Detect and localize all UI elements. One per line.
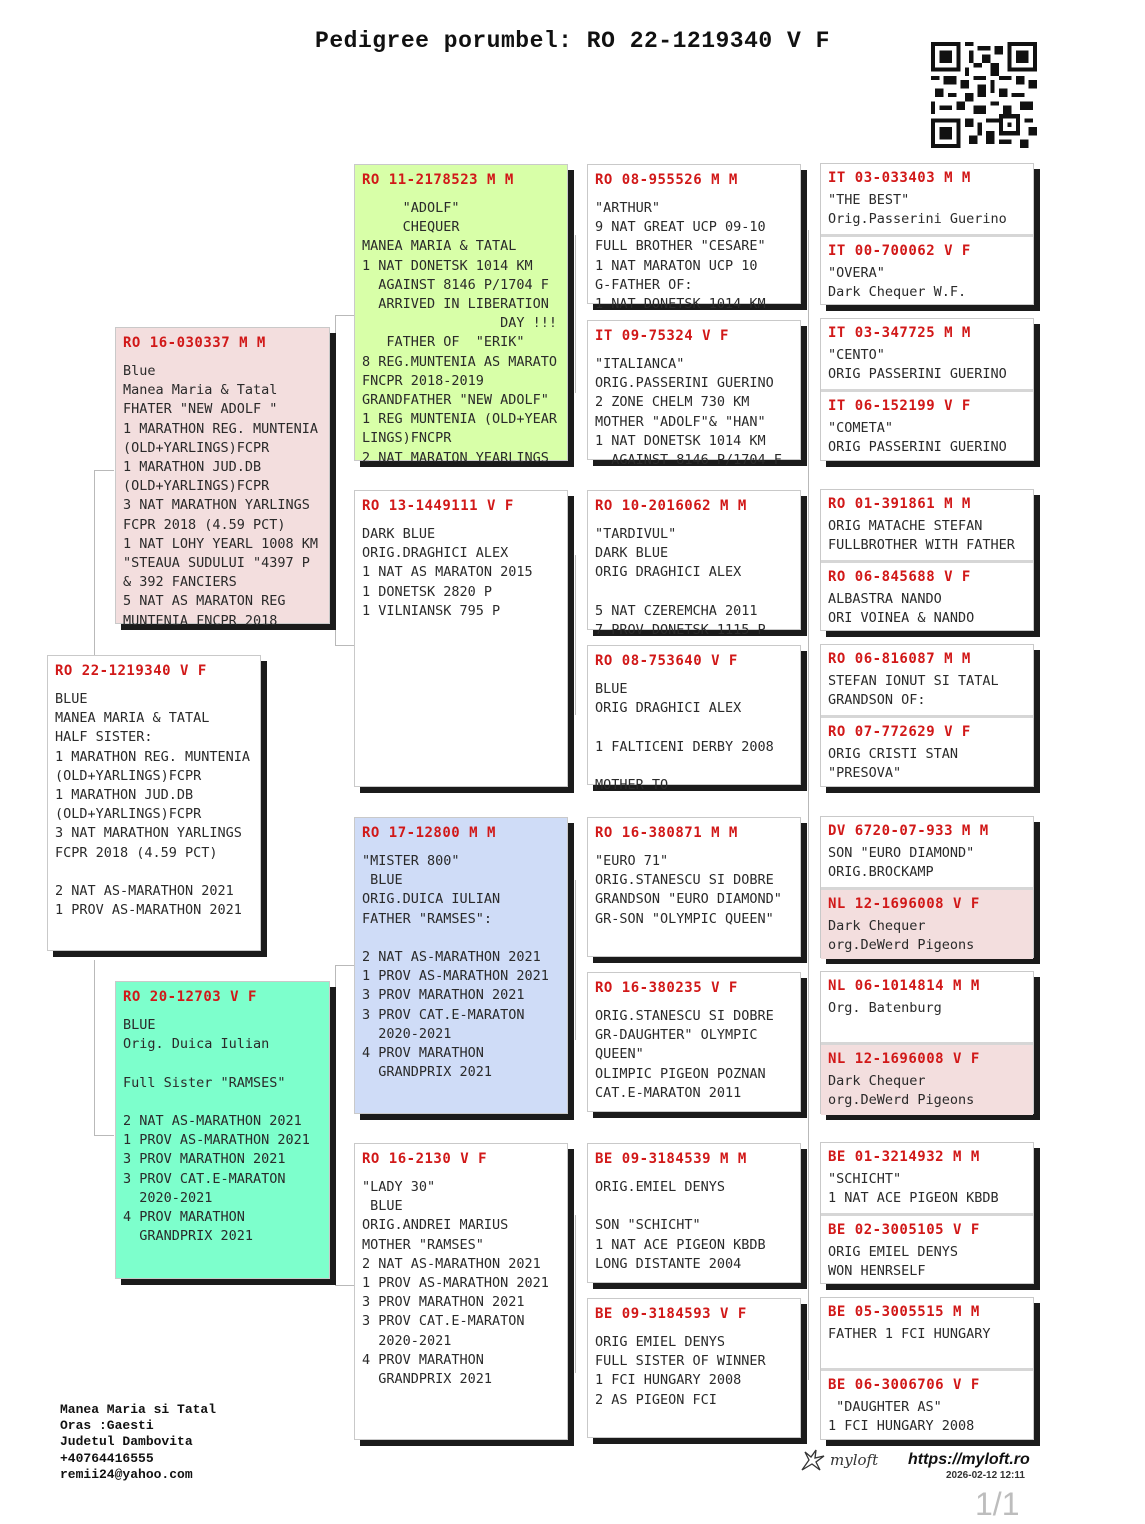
ring-number: BE 01-3214932 M M — [828, 1149, 980, 1165]
connector-line — [808, 230, 809, 1380]
pigeon-description: Dark Chequer org.DeWerd Pigeons — [828, 918, 975, 954]
pigeon-card-great-grandparent — [587, 645, 801, 794]
pigeon-description: DARK BLUE ORIG.DRAGHICI ALEX 1 NAT AS MARATON 2015 1 DONETSK 2820 P 1 VILNIANSK 795 P — [362, 526, 533, 619]
connector-line — [335, 315, 336, 645]
ring-number: BE 05-3005515 M M — [828, 1304, 980, 1320]
logo-text: myloft — [830, 1451, 879, 1469]
pigeon-pair-card — [820, 816, 1034, 958]
pigeon-card-granddam — [354, 490, 568, 787]
ring-number: IT 09-75324 V F — [595, 328, 729, 344]
ring-number: IT 00-700062 V F — [828, 243, 971, 259]
pigeon-description: FATHER 1 FCI HUNGARY — [828, 1326, 991, 1342]
pigeon-pair-card — [820, 318, 1034, 461]
pigeon-description: STEFAN IONUT SI TATAL GRANDSON OF: — [828, 673, 999, 709]
owner-email[interactable]: remii24@yahoo.com — [60, 1466, 193, 1482]
pigeon-description: "DAUGHTER AS" 1 FCI HUNGARY 2008 — [828, 1399, 975, 1435]
pigeon-description: Org. Batenburg — [828, 1000, 942, 1016]
pigeon-description: Dark Chequer org.DeWerd Pigeons — [828, 1073, 975, 1109]
ring-number: BE 09-3184593 V F — [595, 1306, 747, 1322]
pigeon-card-grandsire — [354, 164, 568, 466]
ring-number: RO 13-1449111 V F — [362, 498, 514, 514]
ring-number: RO 17-12800 M M — [362, 825, 496, 841]
pigeon-description: ORIG EMIEL DENYS FULL SISTER OF WINNER 1 FCI HUNGARY 2008 2 AS PIGEON FCI — [595, 1334, 766, 1408]
pigeon-description: ALBASTRA NANDO ORI VOINEA & NANDO — [828, 591, 975, 627]
ring-number: RO 06-816087 M M — [828, 651, 971, 667]
ring-number: NL 12-1696008 V F — [828, 896, 980, 912]
owner-name: Manea Maria si Tatal — [60, 1402, 217, 1417]
pigeon-pair-card — [820, 1297, 1034, 1440]
pigeon-pair-card — [820, 971, 1034, 1114]
pigeon-card-main — [47, 655, 261, 951]
owner-county: Judetul Dambovita — [60, 1434, 193, 1450]
page-title: Pedigree porumbel: RO 22-1219340 V F — [315, 28, 830, 54]
pigeon-description: "OVERA" Dark Chequer W.F. — [828, 265, 967, 301]
pigeon-description: "THE BEST" Orig.Passerini Guerino — [828, 192, 1007, 228]
print-timestamp: 2026-02-12 12:11 — [946, 1470, 1025, 1481]
pigeon-description: "LADY 30" BLUE ORIG.ANDREI MARIUS MOTHER "RAMSES" 2 NAT AS-MARATHON 2021 1 PROV AS-MARATHON 2021 3 PROV MARATHON 2021 3 PROV CAT.E-MARATON 2020-2021 4 PROV MARATHON GRANDPRIX 2021 — [362, 1179, 549, 1388]
ring-number: BE 06-3006706 V F — [828, 1377, 980, 1393]
pigeon-description: ORIG.EMIEL DENYS SON "SCHICHT" 1 NAT ACE PIGEON KBDB LONG DISTANTE 2004 — [595, 1179, 766, 1272]
connector-line — [335, 965, 336, 1285]
ring-number: RO 16-380235 V F — [595, 980, 738, 996]
pigeon-description: "ARTHUR" 9 NAT GREAT UCP 09-10 FULL BROTHER "CESARE" 1 NAT MARATON UCP 10 G-FATHER OF: 1 NAT DONETSK 1014 KM — [595, 200, 766, 313]
ring-number: RO 20-12703 V F — [123, 989, 257, 1005]
ring-number: RO 16-2130 V F — [362, 1151, 488, 1167]
connector-line — [94, 960, 95, 1135]
pigeon-description: "MISTER 800" BLUE ORIG.DUICA IULIAN FATHER "RAMSES": 2 NAT AS-MARATHON 2021 1 PROV AS-MARATHON 2021 3 PROV MARATHON 2021 3 PROV CAT.E-MARATON 2020-2021 4 PROV MARATHON GRANDPRIX 2021 — [362, 853, 549, 1081]
pigeon-description: "COMETA" ORIG PASSERINI GUERINO — [828, 420, 1007, 456]
owner-city: Oras :Gaesti — [60, 1418, 154, 1434]
pigeon-description: "EURO 71" ORIG.STANESCU SI DOBRE GRANDSON "EURO DIAMOND" GR-SON "OLYMPIC QUEEN" — [595, 853, 782, 927]
pigeon-card-great-grandparent — [587, 1298, 801, 1438]
ring-number: BE 02-3005105 V F — [828, 1222, 980, 1238]
ring-number: RO 16-380871 M M — [595, 825, 738, 841]
pigeon-description: BLUE MANEA MARIA & TATAL HALF SISTER: 1 MARATHON REG. MUNTENIA (OLD+YARLINGS)FCPR 1 MARATHON JUD.DB (OLD+YARLINGS)FCPR 3 NAT MARATHON YARLINGS FCPR 2018 (4.59 PCT) 2 NAT AS-MARATHON 2021 1 PROV AS-MARATHON 2021 — [55, 691, 251, 919]
pigeon-description: ORIG.STANESCU SI DOBRE GR-DAUGHTER" OLYMPIC QUEEN" OLIMPIC PIGEON POZNAN CAT.E-MARATON 2011 — [595, 1008, 774, 1101]
pigeon-pair-card — [820, 1142, 1034, 1284]
connector-line — [94, 470, 114, 471]
pigeon-description: Blue Manea Maria & Tatal FHATER "NEW ADOLF " 1 MARATHON REG. MUNTENIA (OLD+YARLINGS)FCPR 1 MARATHON JUD.DB (OLD+YARLINGS)FCPR 3 NAT MARATHON YARLINGS FCPR 2018 (4.59 PCT) 1 NAT LOHY YEARL 1008 KM "STEAUA SUDULUI "4397 P & 392 FANCIERS 5 NAT AS MARATON REG MUNTENIA FNCPR 2018 — [123, 363, 319, 629]
ring-number: IT 06-152199 V F — [828, 398, 971, 414]
pigeon-description: SON "EURO DIAMOND" ORIG.BROCKAMP — [828, 845, 975, 881]
ring-number: RO 08-753640 V F — [595, 653, 738, 669]
pigeon-description: BLUE ORIG DRAGHICI ALEX 1 FALTICENI DERBY 2008 MOTHER TO — [595, 681, 774, 794]
pigeon-description: "ADOLF" CHEQUER MANEA MARIA & TATAL 1 NAT DONETSK 1014 KM AGAINST 8146 P/1704 F ARRIVED IN LIBERATION DAY !!! FATHER OF "ERIK" 8 REG.MUNTENIA AS MARATO FNCPR 2018-2019 GRANDFATHER "NEW ADOLF" 1 REG MUNTENIA (OLD+YEAR LINGS)FNCPR 2 NAT MARATON YEARLINGS — [362, 200, 558, 466]
pigeon-card-great-grandparent — [587, 972, 801, 1112]
pigeon-card-great-grandparent — [587, 164, 801, 313]
owner-phone: +40764416555 — [60, 1450, 154, 1466]
site-link[interactable]: https://myloft.ro — [908, 1451, 1030, 1468]
pigeon-card-sire — [115, 327, 330, 629]
pigeon-card-granddam — [354, 1143, 568, 1440]
ring-number: NL 12-1696008 V F — [828, 1051, 980, 1067]
pigeon-pair-card — [820, 644, 1034, 787]
connector-line — [335, 645, 354, 646]
ring-number: RO 16-030337 M M — [123, 335, 266, 351]
pigeon-card-grandsire — [354, 817, 568, 1114]
ring-number: RO 08-955526 M M — [595, 172, 738, 188]
pigeon-pair-card — [820, 163, 1034, 305]
qr-code-icon — [931, 42, 1037, 148]
page-number: 1/1 — [975, 1486, 1020, 1522]
connector-line — [94, 1135, 114, 1136]
pigeon-logo-icon — [800, 1448, 826, 1472]
connector-line — [575, 880, 576, 1040]
pigeon-card-great-grandparent — [587, 1143, 801, 1283]
connector-line — [575, 555, 576, 715]
ring-number: RO 07-772629 V F — [828, 724, 971, 740]
owner-contact — [60, 1402, 216, 1483]
connector-line — [575, 235, 576, 393]
pigeon-pair-card — [820, 489, 1034, 631]
pigeon-description: ORIG EMIEL DENYS WON HENRSELF — [828, 1244, 959, 1280]
ring-number: RO 22-1219340 V F — [55, 663, 207, 679]
connector-line — [335, 1285, 354, 1286]
ring-number: IT 03-033403 M M — [828, 170, 971, 186]
ring-number: RO 10-2016062 M M — [595, 498, 747, 514]
myloft-logo — [800, 1448, 878, 1472]
pigeon-description: ORIG MATACHE STEFAN FULLBROTHER WITH FATHER — [828, 518, 1015, 554]
pigeon-description: BLUE Orig. Duica Iulian Full Sister "RAMSES" 2 NAT AS-MARATHON 2021 1 PROV AS-MARATHON 2021 3 PROV MARATHON 2021 3 PROV CAT.E-MARATON 2020-2021 4 PROV MARATHON GRANDPRIX 2021 — [123, 1017, 310, 1245]
connector-line — [335, 965, 354, 966]
pigeon-card-dam — [115, 981, 330, 1279]
connector-line — [335, 315, 354, 316]
ring-number: RO 01-391861 M M — [828, 496, 971, 512]
pigeon-description: "ITALIANCA" ORIG.PASSERINI GUERINO 2 ZONE CHELM 730 KM MOTHER "ADOLF"& "HAN" 1 NAT DONETSK 1014 KM AGAINST 8146 P/1704 F — [595, 356, 782, 469]
ring-number: RO 06-845688 V F — [828, 569, 971, 585]
pigeon-description: "SCHICHT" 1 NAT ACE PIGEON KBDB — [828, 1171, 999, 1207]
pigeon-description: "CENTO" ORIG PASSERINI GUERINO — [828, 347, 1007, 383]
pigeon-card-great-grandparent — [587, 320, 801, 469]
pigeon-card-great-grandparent — [587, 490, 801, 639]
ring-number: IT 03-347725 M M — [828, 325, 971, 341]
connector-line — [575, 1215, 576, 1373]
pigeon-description: "TARDIVUL" DARK BLUE ORIG DRAGHICI ALEX 5 NAT CZEREMCHA 2011 7 PROV DONETSK 1115 P — [595, 526, 766, 639]
connector-line — [94, 470, 95, 657]
ring-number: NL 06-1014814 M M — [828, 978, 980, 994]
pigeon-card-great-grandparent — [587, 817, 801, 957]
ring-number: RO 11-2178523 M M — [362, 172, 514, 188]
ring-number: BE 09-3184539 M M — [595, 1151, 747, 1167]
pigeon-description: ORIG CRISTI STAN "PRESOVA" — [828, 746, 959, 782]
ring-number: DV 6720-07-933 M M — [828, 823, 989, 839]
